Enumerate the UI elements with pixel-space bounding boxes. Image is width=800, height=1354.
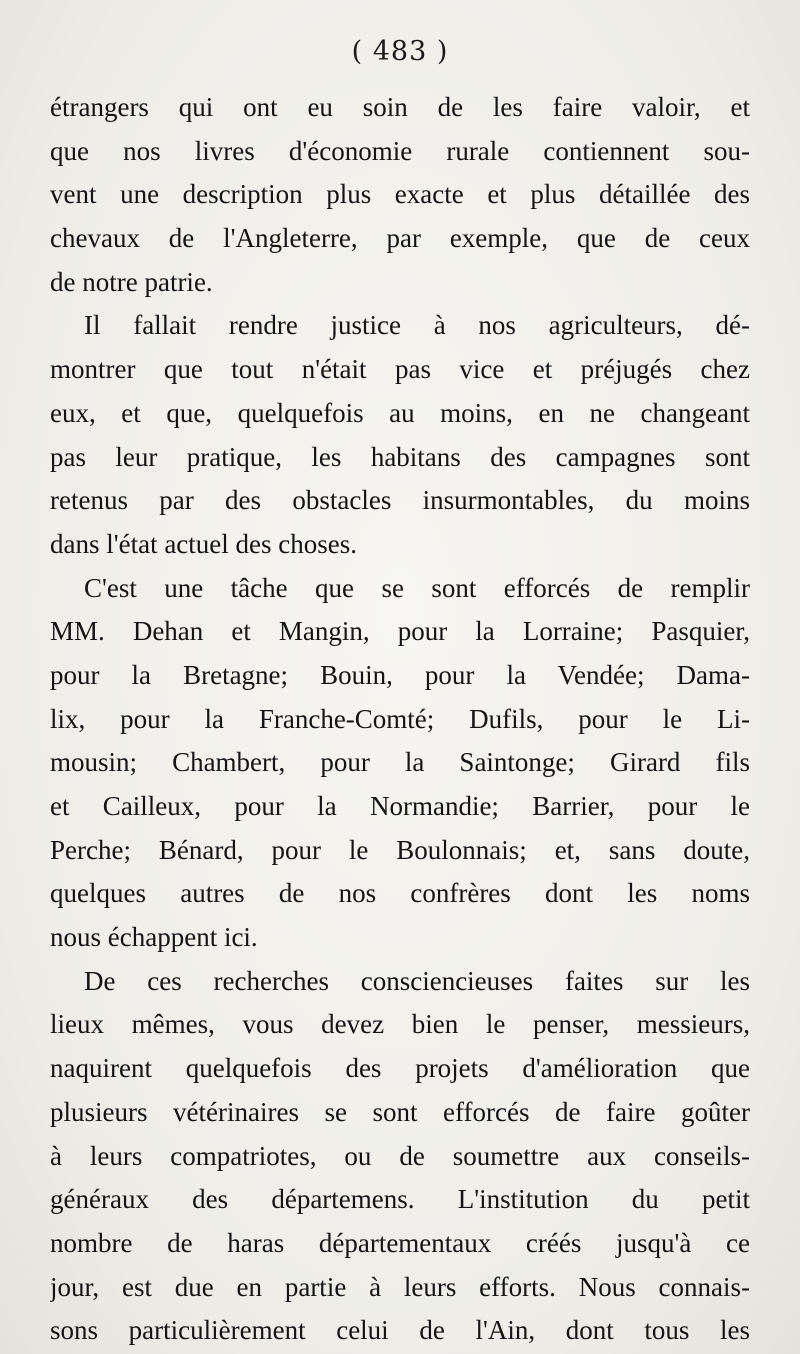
text-line: plusieurs vétérinaires se sont efforcés de faire goûter [50,1096,750,1127]
text-line: naquirent quelquefois des projets d'amélioration que [50,1053,750,1084]
body-text [50,86,750,1353]
text-line: Il fallait rendre justice à nos agriculteurs, dé- [84,310,750,341]
page-number: ( 483 ) [351,36,449,67]
text-line: lieux mêmes, vous devez bien le penser, messieurs, [50,1009,750,1040]
text-line: nombre de haras départementaux créés jusqu'à ce [50,1227,750,1258]
text-line: mousin; Chambert, pour la Saintonge; Girard fils [50,747,750,778]
paragraph [50,86,750,304]
text-line: vent une description plus exacte et plus détaillée des [50,179,750,210]
text-line: et Cailleux, pour la Normandie; Barrier, pour le [50,791,750,821]
text-line: nous échappent ici. [50,922,258,953]
text-line: C'est une tâche que se sont efforcés de remplir [84,572,750,603]
paragraph [50,960,750,1353]
paragraph [50,304,750,566]
text-line: généraux des départemens. L'institution du petit [50,1184,750,1215]
text-line: retenus par des obstacles insurmontables, du moins [50,485,750,516]
text-line: De ces recherches consciencieuses faites sur les [84,965,750,996]
text-line: Perche; Bénard, pour le Boulonnais; et, sans doute, [50,834,750,865]
text-line: MM. Dehan et Mangin, pour la Lorraine; Pasquier, [50,616,750,647]
text-line: jour, est due en partie à leurs efforts. Nous connais- [50,1271,750,1302]
text-line: montrer que tout n'était pas vice et préjugés chez [50,354,750,385]
paragraph [50,567,750,960]
text-line: de notre patrie. [50,266,213,297]
text-line: eux, et que, quelquefois au moins, en ne changeant [50,397,750,428]
text-line: chevaux de l'Angleterre, par exemple, que de ceux [50,223,750,254]
text-line: dans l'état actuel des choses. [50,528,358,559]
text-line: pour la Bretagne; Bouin, pour la Vendée; Dama- [50,659,750,690]
text-line: sons particulièrement celui de l'Ain, dont tous les [50,1315,750,1346]
text-line: étrangers qui ont eu soin de les faire valoir, et [50,92,750,122]
text-line: à leurs compatriotes, ou de soumettre aux conseils- [50,1140,750,1171]
text-line: pas leur pratique, les habitans des campagnes sont [50,441,750,472]
text-line: quelques autres de nos confrères dont les noms [50,878,750,909]
text-line: lix, pour la Franche-Comté; Dufils, pour le Li- [50,703,750,734]
text-line: que nos livres d'économie rurale contiennent sou- [50,135,750,166]
